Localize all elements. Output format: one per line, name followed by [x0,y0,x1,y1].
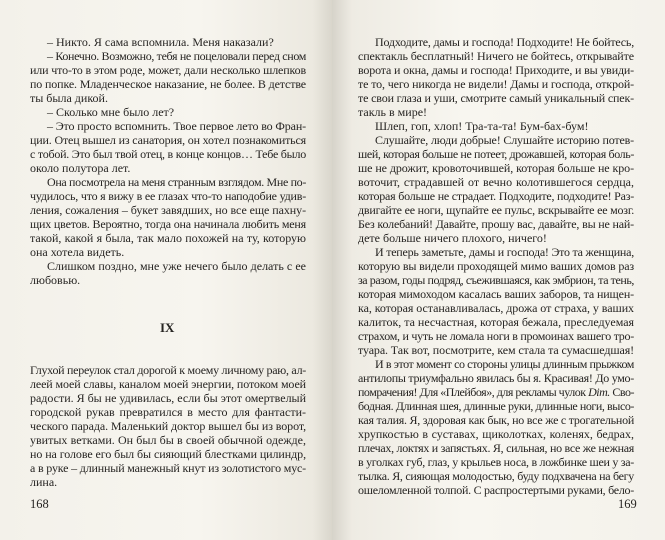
line-text: – Это просто вспомнить. Твое первое лето во Фран- [47,119,306,133]
text-line [30,447,306,461]
line-text: ше не дрожит, кровоточившей, которая больше не кро- [358,161,634,175]
text-line [30,245,124,259]
line-text: которая мимоходом касалась ваших заборов, та нищен- [358,287,635,301]
line-text: плечах, локтях и запястьях. Я, сильная, но все же нежная [358,441,634,455]
text-line [30,377,306,391]
text-line [30,133,306,147]
text-line [30,189,306,203]
text-line [30,273,80,287]
text-line [47,35,274,49]
text-line [358,329,634,343]
text-line [375,119,588,133]
text-line [358,343,634,357]
line-text: Без колебаний! Давайте, прошу вас, давайте, вы не най- [358,217,635,231]
line-text: ческого парада. Маленький доктор вышел бы из ворот, [30,419,306,433]
line-text: Слишком поздно, мне уже нечего было делать с ее [47,259,306,273]
line-text: любовью. [30,273,81,287]
line-text: бодная. Длинная шея, длинные руки, длинные ноги, высо- [358,399,634,413]
line-text: калиток, та несчастная, которая бежала, преследуемая [358,315,634,329]
text-line [358,49,634,63]
right-page [332,0,665,540]
text-line [358,399,634,413]
text-line [358,371,634,385]
line-text: И теперь заметьте, дамы и господа! Это та женщина, [375,245,634,259]
line-text: Подходите, дамы и господа! Подходите! Не бойтесь, [375,35,634,49]
line-text: ворота и окна, дамы и господа! Приходите, и вы увиди- [358,63,634,77]
text-line [30,161,130,175]
text-line [358,441,634,455]
line-text: шей, которая больше не потеет, дрожавшей, которая боль- [358,147,634,161]
line-text: Шлеп, гоп, хлоп! Тра-та-та! Бум-бах-бум! [375,119,589,133]
text-line [358,483,634,497]
line-text: двигайте ее ноги, щупайте ее пульс, вскрывайте ее мозг. [358,203,634,217]
chapter-heading: IX [160,320,175,335]
line-text: городской рукав превратился в место для фантасти- [30,405,306,419]
text-line [358,469,634,483]
line-text: или что-то в этом роде, может, дали несколько шлепков [30,63,306,77]
text-line [358,231,547,245]
left-page [0,0,332,540]
line-text: с тобой. Это был твой отец, в конце концов… Тебе было [30,147,306,161]
text-line [30,91,108,105]
line-text: ты была дикой. [30,91,108,105]
line-text: те то, чего никогда не видели! Дамы и господа, открой- [358,77,634,91]
line-text: такль в мире! [358,105,428,119]
text-line [30,77,306,91]
line-text: ка, которая останавливалась, дрожа от страха, у ваших [358,301,634,315]
text-line [30,217,306,231]
line-text: тылка. Я, сияющая молодостью, буду подхвачена на бегу [358,469,634,483]
text-line [47,49,306,63]
line-text: по попке. Младенческое наказание, не более. В детстве [30,77,306,91]
line-text: туара. Так вот, посмотрите, кем стала та сумасшедшая! [358,343,634,357]
page-number-left: 168 [30,497,49,511]
text-line [30,391,306,405]
line-text: Сво- [609,385,634,399]
text-line [30,461,306,475]
text-line [358,427,634,441]
text-line [358,217,634,231]
text-line [375,35,634,49]
line-text: Она посмотрела на меня странным взглядом. Мне по- [47,175,306,189]
text-line [30,363,306,377]
text-line [358,189,634,203]
text-line [358,63,634,77]
line-text: те свои глаза и уши, смотрите самый уникальный спек- [358,91,634,105]
line-text: чудилось, что я вижу в ее глазах что-то наподобие удив- [30,189,306,203]
line-text: лина. [30,475,58,489]
line-text: увитых ветками. Он был бы в своей обычной одежде, [30,433,306,447]
text-line [358,455,634,469]
line-text: но на голове его был бы сияющий блестками цилиндр, [30,447,306,461]
line-text: спектакль бесплатный! Ничего не бойтесь, открывайте [358,49,634,63]
text-line [358,77,634,91]
line-text: около полутора лет. [30,161,131,175]
line-text: – Конечно. Возможно, тебя не поцеловали перед сном [47,49,306,63]
line-text: И в этот момент со стороны улицы длинным прыжком [375,357,634,371]
line-text: которую вы видели проходящей мимо ваших домов раз [358,259,634,273]
line-text: такой, какой я была, так мало похожей на ту, которую [30,231,306,245]
line-text: ления, сожаления – букет завядших, но все еще пахну- [30,203,306,217]
line-text: страхом, и чуть не ломала ноги в промоинах вашего тро- [358,329,634,343]
italic-brand-name: Dim. [588,385,610,399]
text-line [47,259,306,273]
line-text: щих цветов. Вероятно, тогда она начинала любить меня [30,217,306,231]
text-line [30,203,306,217]
line-text: кая талия. Я, здоровая как бык, но все же с трогательной [358,413,634,427]
line-text: воточит, страдавшей от вечно колотившегося сердца, [358,175,634,189]
text-line [358,413,634,427]
line-text: за разом, годы подряд, съежившаяся, как эмбрион, та тень, [358,273,635,287]
line-text: – Никто. Я сама вспомнила. Меня наказали? [47,35,274,49]
line-text: леей моей славы, каналом моей энергии, потоком моей [30,377,306,391]
line-text: которая больше не страдает. Подходите, подходите! Раз- [358,189,634,203]
line-text: хрупкостью в суставах, щиколотках, коленях, бедрах, [358,427,634,441]
text-line [358,175,634,189]
text-line [30,475,57,489]
text-line [358,259,634,273]
line-text: Слушайте, люди добрые! Слушайте историю потев- [375,133,634,147]
text-line [358,91,634,105]
line-text: радости. Я бы не удивилась, если бы этот омертвелый [30,391,306,405]
text-line [375,245,634,259]
text-line [30,433,306,447]
text-line [30,419,306,433]
line-text: ошеломленной толпой. С распростертыми руками, бело- [358,483,634,497]
line-text: ции. Отец вышел из санатория, он хотел познакомиться [30,133,306,147]
line-text: – Сколько мне было лет? [47,105,175,119]
text-line [358,385,634,399]
text-line [375,133,634,147]
text-line [30,231,306,245]
text-line [30,63,306,77]
text-line [30,405,306,419]
text-line [30,147,306,161]
text-line [358,315,634,329]
text-line [358,203,634,217]
text-line [358,105,427,119]
text-line [358,161,634,175]
page-number-right: 169 [618,497,637,511]
line-text: помрачения! Для «Плейбоя», для рекламы чулок [358,385,589,399]
text-line [47,119,306,133]
line-text: в уголках губ, глаз, у крыльев носа, в ложбинке шеи у за- [358,455,634,469]
text-line [358,147,634,161]
line-text: она хотела видеть. [30,245,125,259]
line-text: Глухой переулок стал дорогой к моему личному раю, ал- [30,363,306,377]
text-line [47,105,174,119]
text-line [47,175,306,189]
line-text: антилопы триумфально явилась бы я. Красивая! До умо- [358,371,634,385]
text-line [358,273,634,287]
text-line [358,301,634,315]
text-line [358,287,634,301]
line-text: а в руке – длинный манежный кнут из золотистого мус- [30,461,306,475]
text-line [375,357,634,371]
line-text: дете больше ничего плохого, ничего! [358,231,547,245]
